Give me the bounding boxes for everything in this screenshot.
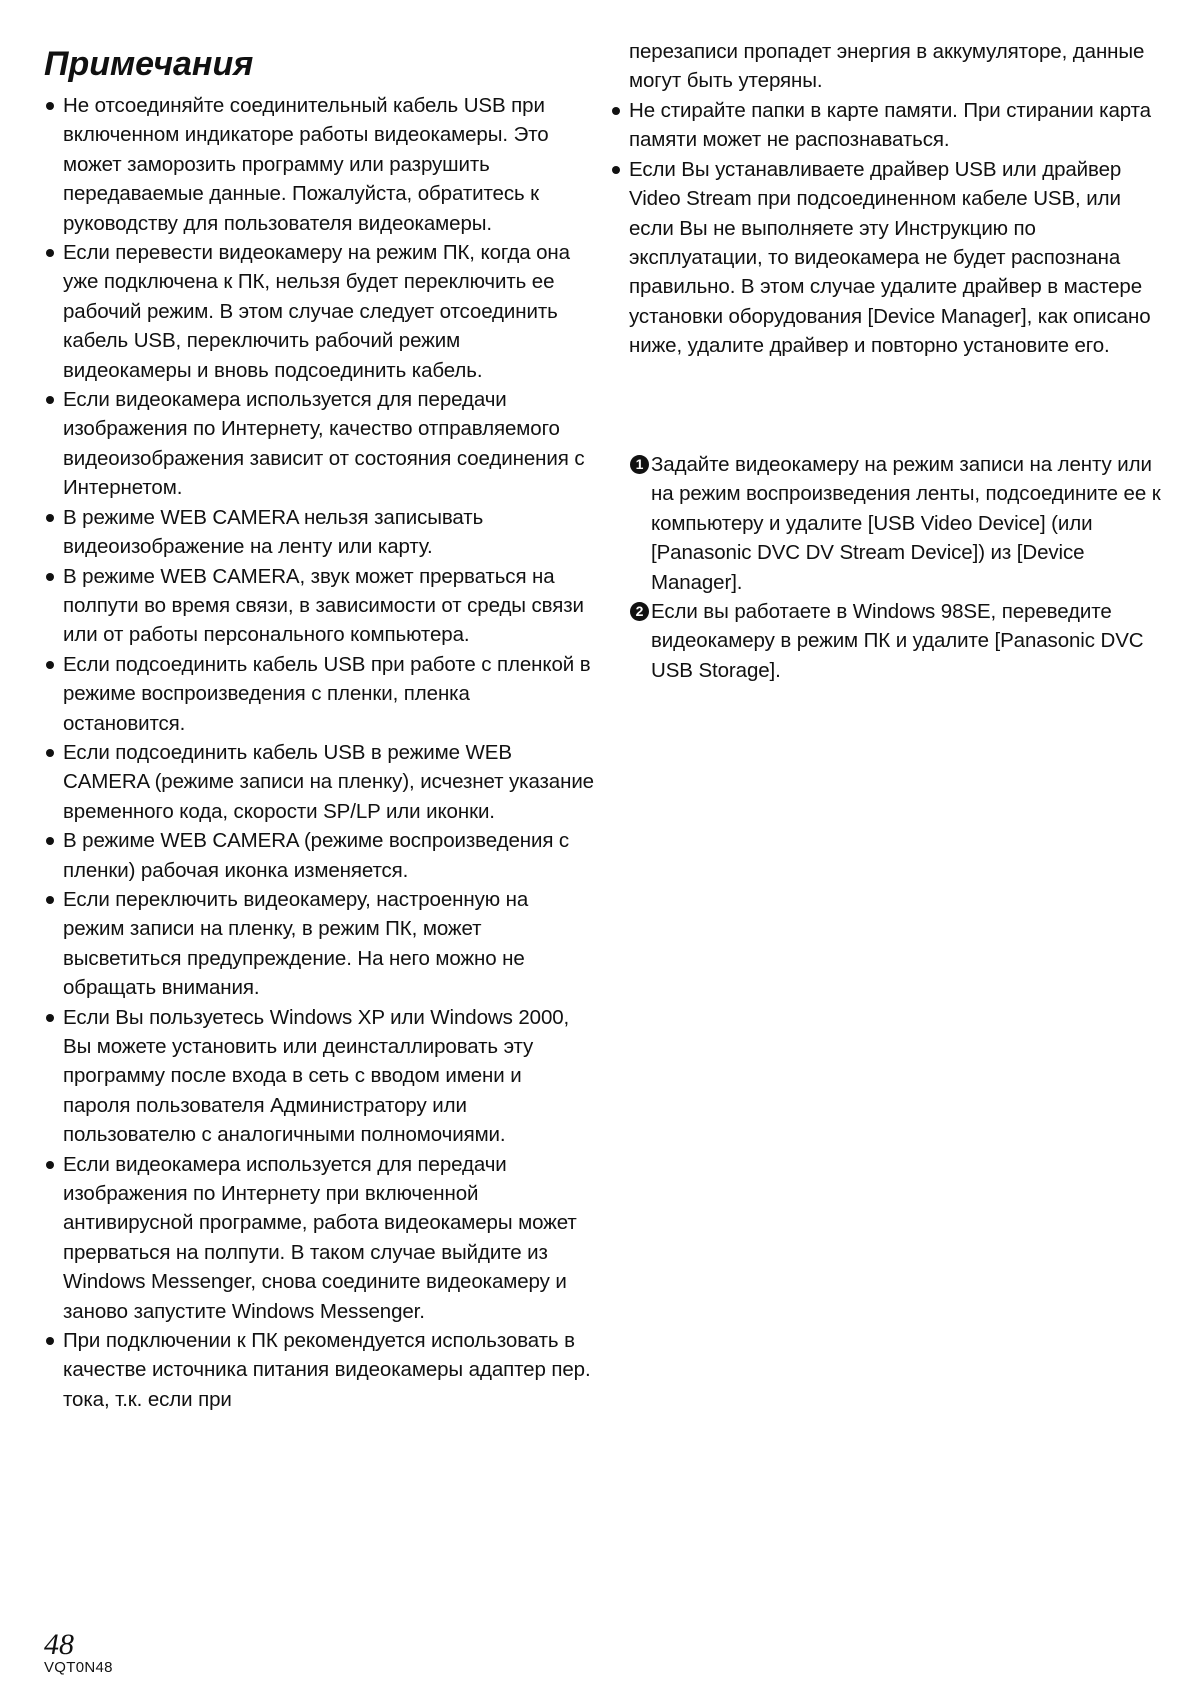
list-item — [46, 562, 594, 650]
bullet-icon — [612, 166, 620, 174]
note-text: Если Вы пользуетесь Windows XP или Windows 2000, Вы можете установить или деинсталлировать эту программу после входа в сеть с вводом имени и пароля пользователя Администратору или пользователю с аналогичными полномочиями. — [63, 1005, 570, 1147]
note-text: Если переключить видеокамеру, настроенную на режим записи на пленку, в режим ПК, может высветиться предупреждение. На него можно не обращать внимания. — [63, 887, 529, 1000]
list-item — [46, 885, 594, 1003]
page-title: Примечания — [44, 45, 254, 83]
list-item — [46, 738, 594, 826]
step-item — [630, 450, 1162, 597]
page-number: 48 — [44, 1628, 74, 1661]
steps-list — [630, 450, 1162, 685]
bullet-icon — [46, 896, 54, 904]
list-item — [46, 385, 594, 503]
note-text: Если перевести видеокамеру на режим ПК, когда она уже подключена к ПК, нельзя будет переключить ее рабочий режим. В этом случае следует отсоединить кабель USB, переключить рабочий режим видеокамеры и вновь подсоединить кабель. — [63, 241, 570, 382]
continued-note-text: перезаписи пропадет энергия в аккумуляторе, данные могут быть утеряны. — [629, 40, 1145, 93]
list-item — [612, 155, 1162, 361]
note-text: В режиме WEB CAMERA нельзя записывать видеоизображение на ленту или карту. — [63, 505, 484, 559]
step-text: Задайте видеокамеру на режим записи на ленту или на режим воспроизведения ленты, подсоедините ее к компьютеру и удалите [USB Video Device] (или [Panasonic DVC DV Stream Device]) из [Device Manager]. — [651, 453, 1161, 594]
document-code: VQT0N48 — [44, 1659, 113, 1676]
note-text: Если Вы устанавливаете драйвер USB или драйвер Video Stream при подсоединенном кабеле USB, или если Вы не выполняете эту Инструкцию по эксплуатации, то видеокамера не будет распознана правильно. В этом случае удалите драйвер в мастере установки оборудования [Device Manager], как описано ниже, удалите драйвер и повторно установите его. — [629, 157, 1151, 358]
bullet-icon — [46, 396, 54, 404]
notes-list-right — [612, 96, 1162, 361]
note-text: Если подсоединить кабель USB в режиме WEB CAMERA (режиме записи на пленку), исчезнет указание временного кода, скорости SP/LP или иконки. — [63, 740, 594, 823]
bullet-icon — [46, 661, 54, 669]
note-text: В режиме WEB CAMERA (режиме воспроизведения с пленки) рабочая иконка изменяется. — [63, 829, 570, 882]
bullet-icon — [46, 1161, 54, 1169]
bullet-icon — [46, 837, 54, 845]
note-text: Не стирайте папки в карте памяти. При стирании карта памяти может не распознаваться. — [629, 99, 1151, 152]
bullet-icon — [46, 1014, 54, 1022]
note-text: Если подсоединить кабель USB при работе с пленкой в режиме воспроизведения с пленки, пленка остановится. — [63, 652, 591, 735]
step-item — [630, 597, 1162, 685]
list-item — [46, 1003, 594, 1150]
list-item — [612, 96, 1162, 155]
bullet-icon — [46, 749, 54, 757]
bullet-icon — [46, 514, 54, 522]
step-number-icon: 1 — [630, 455, 649, 474]
note-text: Если видеокамера используется для передачи изображения по Интернету при включенной антивирусной программе, работа видеокамеры может прерваться на полпути. В таком случае выйдите из Windows Messenger, снова соедините видеокамеру и заново запустите Windows Messenger. — [63, 1152, 577, 1323]
note-text: Если видеокамера используется для передачи изображения по Интернету, качество отправляемого видеоизображения зависит от состояния соединения с Интернетом. — [63, 388, 585, 500]
list-item — [46, 650, 594, 738]
list-item — [46, 1150, 594, 1326]
bullet-icon — [46, 249, 54, 257]
bullet-icon — [46, 102, 54, 110]
note-text: При подключении к ПК рекомендуется использовать в качестве источника питания видеокамеры адаптер пер. тока, т.к. если при — [63, 1329, 591, 1411]
step-text: Если вы работаете в Windows 98SE, переведите видеокамеру в режим ПК и удалите [Panasonic DVC USB Storage]. — [651, 600, 1144, 682]
notes-list-left — [46, 91, 594, 1414]
list-item — [46, 238, 594, 385]
list-item — [46, 826, 594, 885]
note-text: В режиме WEB CAMERA, звук может прерваться на полпути во время связи, в зависимости от среды связи или от работы персонального компьютера. — [63, 564, 584, 647]
note-text: Не отсоединяйте соединительный кабель USB при включенном индикаторе работы видеокамеры. Это может заморозить программу или разрушить передаваемые данные. Пожалуйста, обратитесь к руководству для пользователя видеокамеры. — [63, 94, 549, 235]
list-item — [46, 503, 594, 562]
bullet-icon — [46, 573, 54, 581]
bullet-icon — [612, 107, 620, 115]
list-item — [46, 91, 594, 238]
step-number-icon: 2 — [630, 602, 649, 621]
list-item — [46, 1326, 594, 1414]
bullet-icon — [46, 1337, 54, 1345]
